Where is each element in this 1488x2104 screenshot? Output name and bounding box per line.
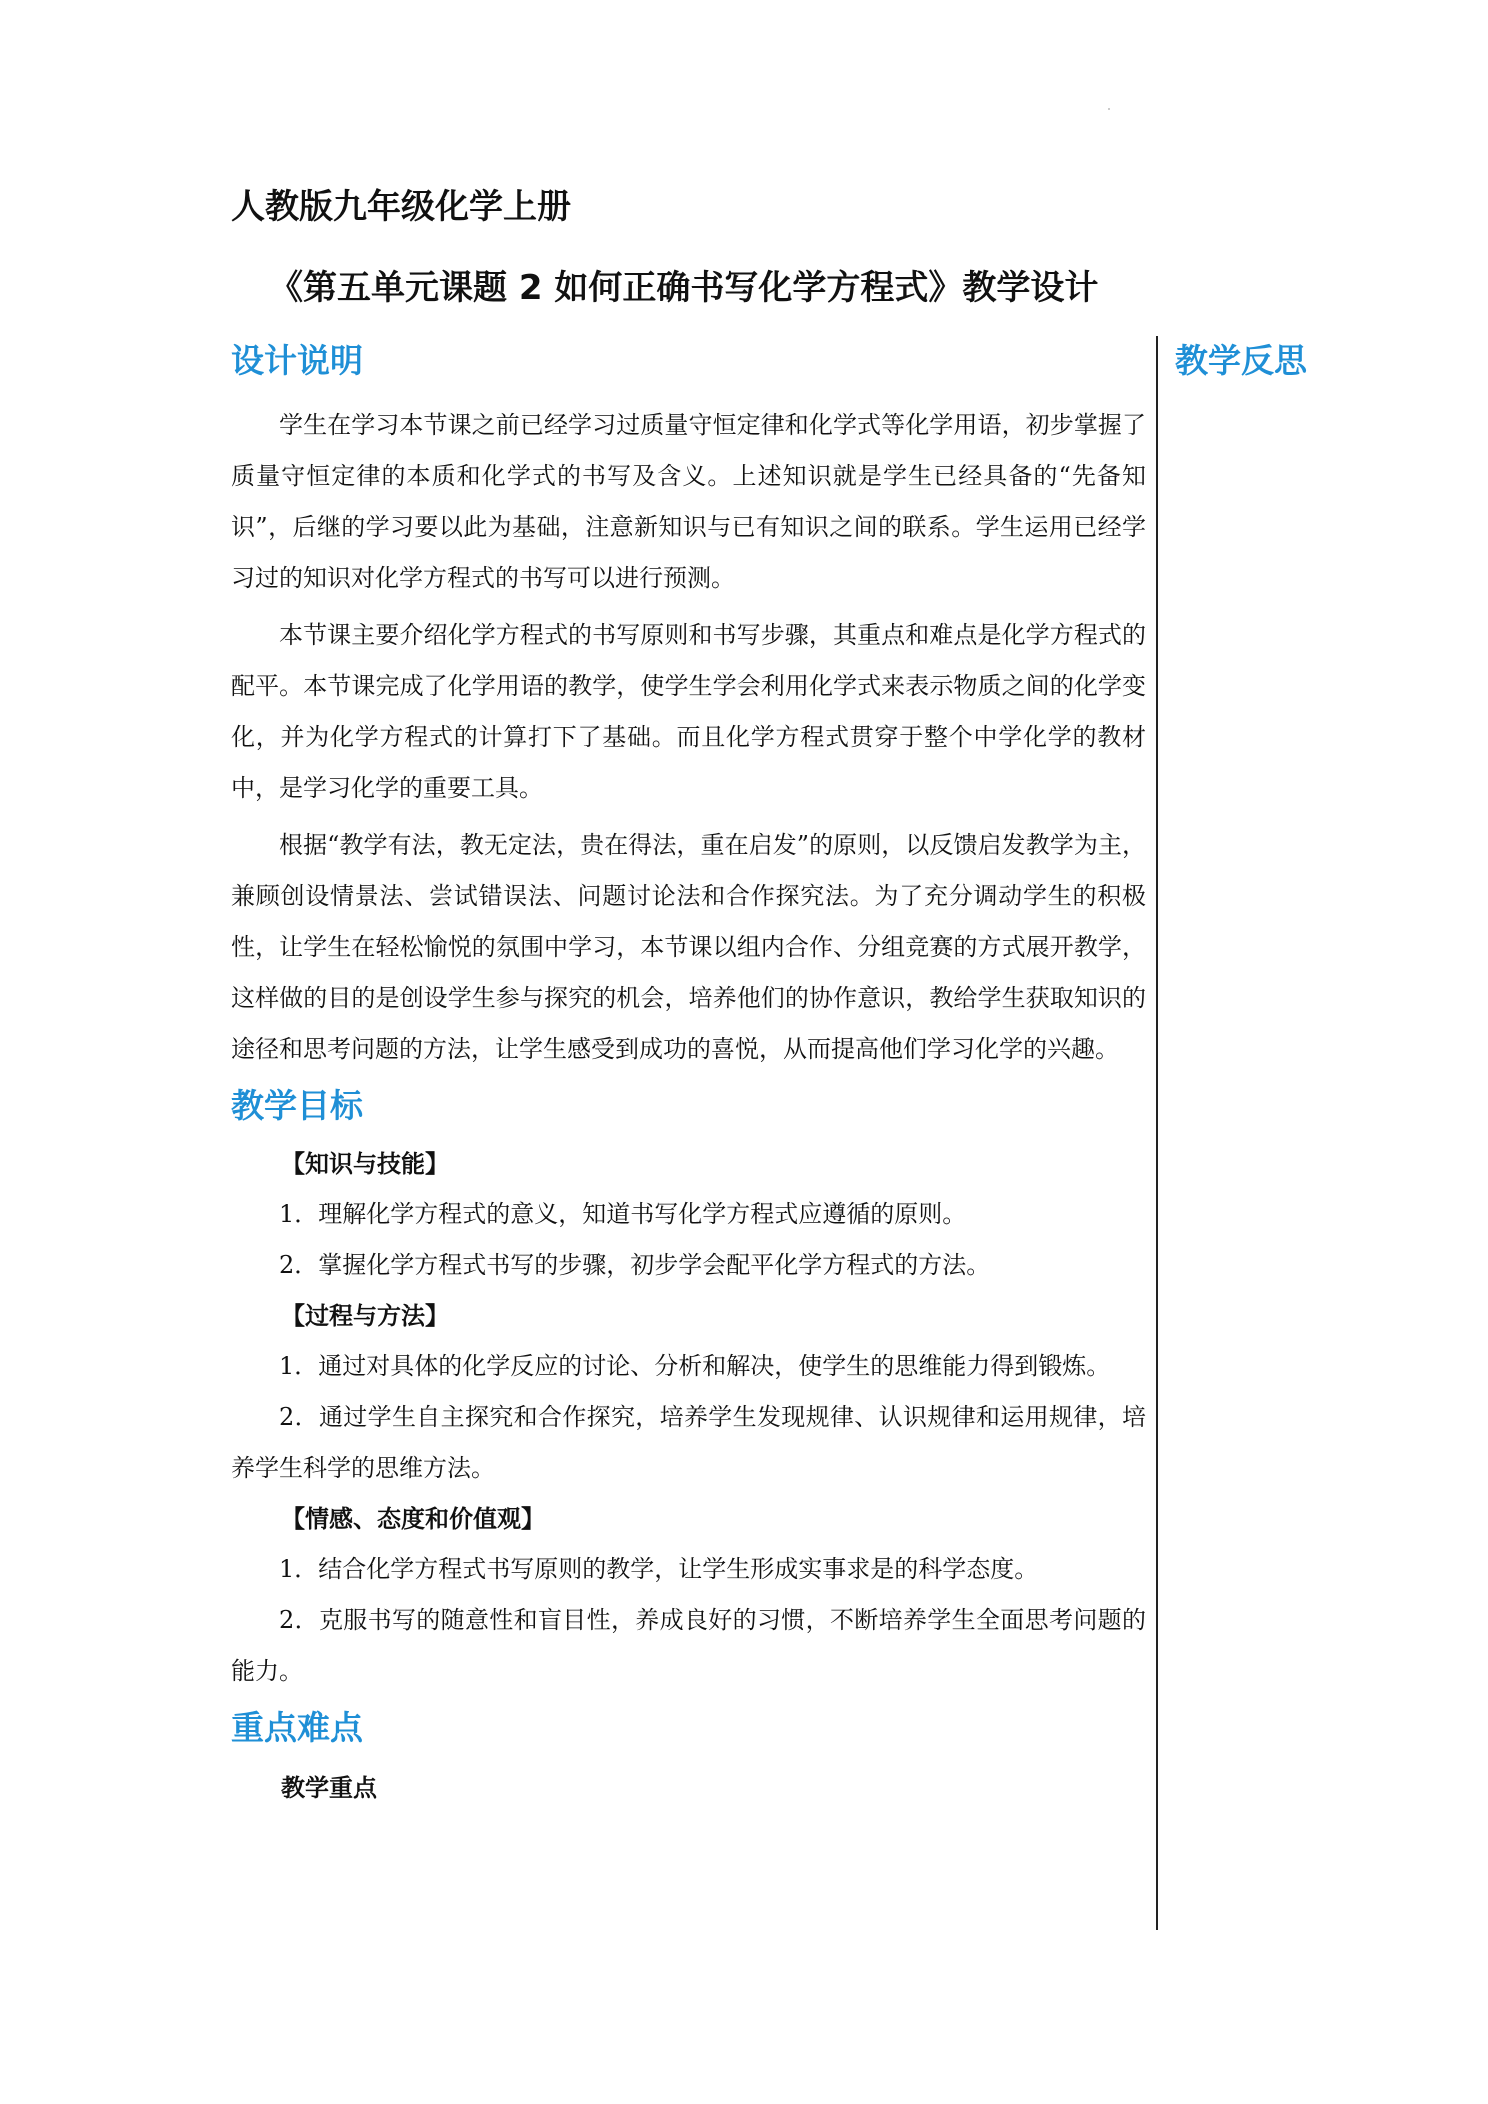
emotion-heading: 【情感、态度和价值观】 [281,1505,545,1533]
keypoints-heading: 重点难点 [231,1708,363,1747]
goal-item: 1．通过对具体的化学反应的讨论、分析和解决，使学生的思维能力得到锻炼。 [279,1352,1111,1380]
knowledge-heading: 【知识与技能】 [281,1150,449,1178]
goals-section [231,1081,1146,1697]
design-section [231,336,1146,1075]
keypoints-section [231,1703,1146,1813]
design-heading: 设计说明 [231,341,363,380]
reflection-heading: 教学反思 [1175,341,1307,380]
goal-item: 2．掌握化学方程式书写的步骤，初步学会配平化学方程式的方法。 [279,1251,991,1279]
document-title-line1: 人教版九年级化学上册 [231,187,571,227]
page-marker-dot [1108,108,1110,110]
goals-heading: 教学目标 [231,1086,363,1125]
design-paragraph: 根据“教学有法，教无定法，贵在得法，重在启发”的原则，以反馈启发教学为主，兼顾创设情景法、尝试错误法、问题讨论法和合作探究法。为了充分调动学生的积极性，让学生在轻松愉悦的氛围中学习，本节课以组内合作、分组竞赛的方式展开教学，这样做的目的是创设学生参与探究的机会，培养他们的协作意识，教给学生获取知识的途径和思考问题的方法，让学生感受到成功的喜悦，从而提高他们学习化学的兴趣。 [231,831,1146,1063]
column-divider [1156,336,1158,1930]
reflection-column [1175,336,1435,386]
goal-item: 1．结合化学方程式书写原则的教学，让学生形成实事求是的科学态度。 [279,1555,1039,1583]
process-heading: 【过程与方法】 [281,1302,449,1330]
goal-item: 2．通过学生自主探究和合作探究，培养学生发现规律、认识规律和运用规律，培养学生科学的思维方法。 [231,1403,1146,1482]
document-title-line2: 《第五单元课题 2 如何正确书写化学方程式》教学设计 [269,268,1099,308]
teaching-focus-heading: 教学重点 [281,1774,377,1802]
goal-item: 1．理解化学方程式的意义，知道书写化学方程式应遵循的原则。 [279,1200,967,1228]
design-paragraph: 本节课主要介绍化学方程式的书写原则和书写步骤，其重点和难点是化学方程式的配平。本节课完成了化学用语的教学，使学生学会利用化学式来表示物质之间的化学变化，并为化学方程式的计算打下了基础。而且化学方程式贯穿于整个中学化学的教材中，是学习化学的重要工具。 [231,621,1146,802]
goal-item: 2．克服书写的随意性和盲目性，养成良好的习惯，不断培养学生全面思考问题的能力。 [231,1606,1146,1685]
main-content-column [231,336,1146,1813]
design-paragraph: 学生在学习本节课之前已经学习过质量守恒定律和化学式等化学用语，初步掌握了质量守恒定律的本质和化学式的书写及含义。上述知识就是学生已经具备的“先备知识”，后继的学习要以此为基础，注意新知识与已有知识之间的联系。学生运用已经学习过的知识对化学方程式的书写可以进行预测。 [231,411,1146,592]
